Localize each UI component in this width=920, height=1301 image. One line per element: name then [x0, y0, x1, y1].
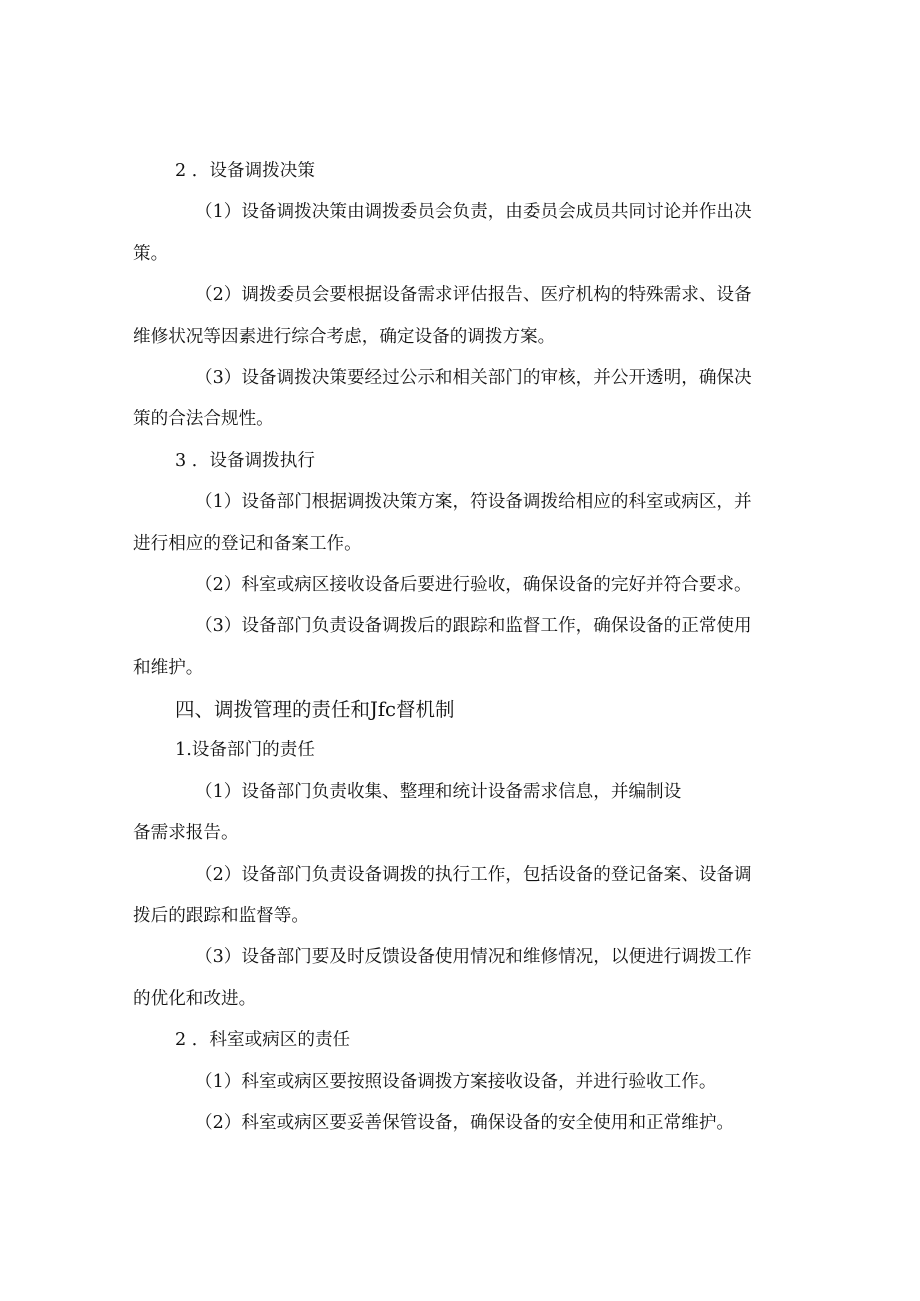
- text-line: （2）科室或病区接收设备后要进行验收，确保设备的完好并符合要求。: [195, 574, 752, 595]
- paragraph: [0, 482, 920, 565]
- text-line: 2 ．科室或病区的责任: [175, 1030, 351, 1051]
- text-line: 备需求报告。: [133, 823, 239, 844]
- paragraph: [0, 606, 920, 689]
- text-line: （3）设备调拨决策要经过公示和相关部门的审核，并公开透明，确保决: [195, 367, 752, 388]
- section-heading: [0, 151, 920, 192]
- text-line: 维修状况等因素进行综合考虑，确定设备的调拨方案。: [133, 326, 556, 347]
- document-page: [0, 151, 920, 1144]
- paragraph: [0, 275, 920, 358]
- section-heading: [0, 441, 920, 482]
- text-line: （3）设备部门要及时反馈设备使用情况和维修情况，以便进行调拨工作: [195, 947, 752, 968]
- section-heading: [0, 1020, 920, 1061]
- text-line: 3 ．设备调拨执行: [175, 450, 315, 471]
- text-line: （1）科室或病区要按照设备调拨方案接收设备，并进行验收工作。: [195, 1071, 717, 1092]
- paragraph: [0, 855, 920, 938]
- paragraph: [0, 772, 920, 855]
- text-line: （2）设备部门负责设备调拨的执行工作，包括设备的登记备案、设备调: [195, 864, 752, 885]
- text-line: （1）设备部门根据调拨决策方案，符设备调拨给相应的科室或病区，并: [195, 492, 752, 513]
- text-line: 四、调拨管理的责任和Jfc督机制: [175, 698, 455, 722]
- section-heading: [0, 730, 920, 771]
- text-line: 策。: [133, 243, 169, 264]
- text-line: （1）设备部门负责收集、整理和统计设备需求信息，并编制设: [195, 781, 682, 802]
- paragraph: [0, 1103, 920, 1144]
- text-line: 进行相应的登记和备案工作。: [133, 533, 362, 554]
- text-line: 2 ．设备调拨决策: [175, 161, 315, 181]
- text-line: 1.设备部门的责任: [175, 740, 315, 761]
- paragraph: [0, 358, 920, 441]
- paragraph: [0, 937, 920, 1020]
- text-line: （2）科室或病区要妥善保管设备，确保设备的安全使用和正常维护。: [195, 1112, 735, 1133]
- section-heading: [0, 689, 920, 730]
- text-line: 策的合法合规性。: [133, 409, 274, 430]
- text-line: 的优化和改进。: [133, 988, 257, 1009]
- paragraph: [0, 1062, 920, 1103]
- text-line: （1）设备调拨决策由调拨委员会负责，由委员会成员共同讨论并作出决: [195, 202, 752, 223]
- text-line: （3）设备部门负责设备调拨后的跟踪和监督工作，确保设备的正常使用: [195, 616, 752, 637]
- text-line: 拨后的跟踪和监督等。: [133, 906, 309, 927]
- paragraph: [0, 565, 920, 606]
- text-line: 和维护。: [133, 657, 204, 678]
- paragraph: [0, 192, 920, 275]
- text-line: （2）调拨委员会要根据设备需求评估报告、医疗机构的特殊需求、设备: [195, 285, 752, 306]
